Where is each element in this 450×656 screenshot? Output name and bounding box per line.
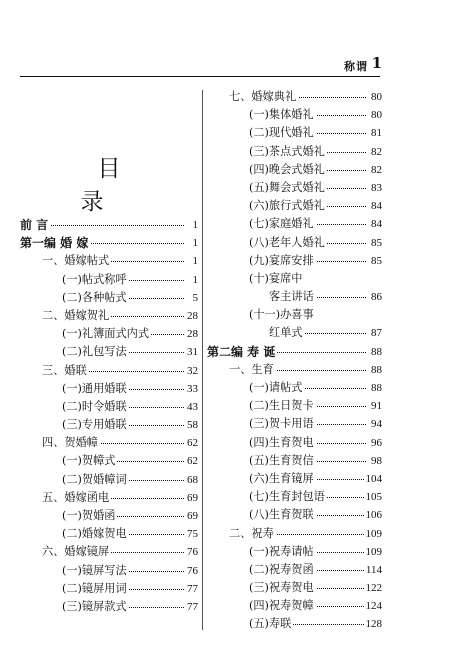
toc-entry-title: (一)祝寿请帖: [249, 543, 316, 561]
toc-entry-page: 32: [185, 362, 198, 380]
toc-entry: [20, 416, 198, 434]
toc-entry-page: 68: [185, 471, 198, 489]
toc-entry-page: 31: [185, 343, 198, 361]
toc-entry-page: 88: [369, 343, 382, 361]
toc-entry: [207, 488, 382, 506]
toc-entry: [20, 307, 198, 325]
toc-entry: [207, 197, 382, 215]
toc-entry-page: 62: [185, 434, 198, 452]
toc-entry: [20, 507, 198, 525]
toc-entry-page: 1: [191, 271, 199, 289]
toc-entry-page: 109: [364, 525, 383, 543]
toc-entry-page: 1: [191, 216, 199, 234]
toc-entry-page: 81: [369, 124, 382, 142]
toc-entry-page: 77: [185, 598, 198, 616]
toc-entry-page: 76: [185, 562, 198, 580]
toc-entry: [207, 361, 382, 379]
toc-entry: [207, 506, 382, 524]
toc-entry: [20, 325, 198, 343]
toc-entry: [20, 398, 198, 416]
toc-entry: [20, 452, 198, 470]
toc-entry-title: (三)祝寿贺电: [249, 579, 316, 597]
toc-entry-title: (一)请帖式: [249, 379, 304, 397]
toc-entry-page: 77: [185, 580, 198, 598]
toc-entry-title: 一、婚嫁帖式: [42, 252, 111, 270]
toc-entry: [20, 434, 198, 452]
toc-entry: [20, 271, 198, 289]
toc-entry: [207, 379, 382, 397]
toc-entry-title: (二)现代婚礼: [249, 124, 316, 142]
header-rule: [20, 76, 380, 77]
toc-entry: [20, 362, 198, 380]
toc-entry: [207, 561, 382, 579]
toc-entry-page: 104: [364, 470, 383, 488]
toc-entry-page: 84: [369, 197, 382, 215]
toc-entry-page: 114: [364, 561, 382, 579]
toc-entry: [20, 234, 198, 252]
toc-entry-title: (二)镜屏用词: [62, 580, 129, 598]
toc-entry-page: 128: [364, 615, 383, 633]
toc-entry-title: (十一)办喜事: [249, 306, 316, 324]
toc-entry-page: 91: [369, 397, 382, 415]
toc-entry-page: 76: [185, 543, 198, 561]
toc-entry-page: 88: [369, 379, 382, 397]
toc-entry-title: (一)镜屏写法: [62, 562, 129, 580]
toc-entry-title: (一)贺婚函: [62, 507, 117, 525]
toc-entry: [207, 543, 382, 561]
toc-entry: [20, 216, 198, 234]
toc-entry-title: 六、婚嫁镜屏: [42, 543, 111, 561]
toc-entry: [20, 471, 198, 489]
toc-left-column: [20, 216, 198, 616]
toc-entry-title: (四)生育贺电: [249, 434, 316, 452]
toc-entry-page: 122: [364, 579, 383, 597]
toc-entry-title: (二)礼包写法: [62, 343, 129, 361]
toc-entry-page: 105: [364, 488, 383, 506]
toc-entry: [207, 597, 382, 615]
toc-entry: [207, 343, 382, 361]
toc-entry-page: 109: [364, 543, 383, 561]
toc-entry-title: 七、婚嫁典礼: [229, 88, 298, 106]
toc-entry-title: (一)礼簿面式内式: [62, 325, 151, 343]
toc-entry-title: (三)专用婚联: [62, 416, 129, 434]
toc-entry-title: (三)镜屏款式: [62, 598, 129, 616]
toc-entry-page: 1: [191, 234, 199, 252]
toc-entry: [207, 161, 382, 179]
toc-entry-title: 客主讲话: [269, 288, 316, 306]
toc-entry: [207, 579, 382, 597]
toc-entry: [207, 470, 382, 488]
toc-entry-title: (一)帖式称呼: [62, 271, 129, 289]
toc-entry: [20, 562, 198, 580]
toc-entry-title: 四、贺婚幛: [42, 434, 100, 452]
toc-entry: [20, 343, 198, 361]
toc-entry: [207, 415, 382, 433]
toc-entry-title: (五)寿联: [249, 615, 293, 633]
toc-entry: [207, 434, 382, 452]
toc-entry-page: 5: [191, 289, 199, 307]
toc-entry-page: 69: [185, 489, 198, 507]
toc-entry-title: (九)宴席安排: [249, 252, 316, 270]
toc-entry-page: 96: [369, 434, 382, 452]
toc-entry-title: (二)时令婚联: [62, 398, 129, 416]
toc-entry-page: 98: [369, 452, 382, 470]
toc-entry: [207, 106, 382, 124]
toc-entry-title: (八)生育贺联: [249, 506, 316, 524]
toc-entry: [207, 143, 382, 161]
toc-entry-title: 第一编 婚 嫁: [20, 234, 90, 252]
toc-entry-title: (二)祝寿贺函: [249, 561, 316, 579]
toc-entry-title: 第二编 寿 诞: [207, 343, 277, 361]
toc-entry: [20, 489, 198, 507]
toc-entry-title: 三、婚联: [42, 362, 89, 380]
toc-entry-title: (六)生育镜屏: [249, 470, 316, 488]
toc-entry-title: (三)贺卡用语: [249, 415, 316, 433]
page-number: 1: [371, 54, 382, 72]
toc-entry: [207, 179, 382, 197]
toc-entry-title: 红单式: [269, 324, 305, 342]
toc-entry-page: 69: [185, 507, 198, 525]
toc-entry: [207, 234, 382, 252]
toc-leader-dots: [30, 225, 184, 226]
toc-entry-page: 43: [185, 398, 198, 416]
toc-entry: [207, 452, 382, 470]
toc-right-column: [207, 88, 382, 634]
toc-entry-page: 85: [369, 234, 382, 252]
toc-entry-title: 前 言: [20, 216, 50, 234]
toc-entry-title: (八)老年人婚礼: [249, 234, 327, 252]
toc-entry-page: 58: [185, 416, 198, 434]
toc-entry-page: 1: [191, 252, 199, 270]
toc-entry-page: 86: [369, 288, 382, 306]
toc-entry: [20, 580, 198, 598]
toc-entry-title: (二)贺婚幛词: [62, 471, 129, 489]
column-divider: [202, 90, 203, 630]
toc-entry: [20, 289, 198, 307]
toc-entry: [207, 324, 382, 342]
toc-entry-page: 62: [185, 452, 198, 470]
toc-entry-title: (二)婚嫁贺电: [62, 525, 129, 543]
toc-entry: [20, 380, 198, 398]
toc-entry: [207, 288, 382, 306]
toc-entry-page: 80: [369, 88, 382, 106]
toc-entry-page: 83: [369, 179, 382, 197]
toc-entry-page: 124: [364, 597, 383, 615]
toc-entry: [20, 598, 198, 616]
running-title: 称谓: [344, 60, 368, 73]
toc-entry: [207, 124, 382, 142]
toc-entry-title: 一、生育: [229, 361, 276, 379]
toc-entry-title: (七)生育封包语: [249, 488, 327, 506]
toc-entry: [207, 525, 382, 543]
toc-entry-title: 二、婚嫁贺礼: [42, 307, 111, 325]
toc-entry: [207, 88, 382, 106]
toc-entry-title: (五)生育贺信: [249, 452, 316, 470]
toc-entry-page: 84: [369, 215, 382, 233]
toc-entry-page: 82: [369, 143, 382, 161]
toc-entry-title: (二)各种帖式: [62, 289, 129, 307]
toc-entry-title: (一)集体婚礼: [249, 106, 316, 124]
toc-entry: [207, 397, 382, 415]
toc-entry: [20, 252, 198, 270]
toc-entry-page: 106: [364, 506, 383, 524]
toc-entry: [207, 270, 382, 288]
toc-entry-page: 75: [185, 525, 198, 543]
toc-entry-title: (二)生日贺卡: [249, 397, 316, 415]
toc-entry-page: 85: [369, 252, 382, 270]
toc-entry-title: 五、婚嫁函电: [42, 489, 111, 507]
toc-entry-page: 28: [185, 307, 198, 325]
toc-entry: [20, 525, 198, 543]
toc-entry-title: (一)贺幛式: [62, 452, 117, 470]
toc-entry: [207, 252, 382, 270]
toc-entry-page: 80: [369, 106, 382, 124]
toc-entry-title: (三)茶点式婚礼: [249, 143, 327, 161]
toc-entry-title: (四)晚会式婚礼: [249, 161, 327, 179]
toc-entry-title: 二、祝寿: [229, 525, 276, 543]
toc-entry-title: (四)祝寿贺幛: [249, 597, 316, 615]
toc-entry-title: (五)舞会式婚礼: [249, 179, 327, 197]
toc-entry-title: (十)宴席中: [249, 270, 304, 288]
toc-title: 目 录: [80, 156, 155, 215]
toc-entry-page: 87: [369, 324, 382, 342]
toc-entry: [207, 215, 382, 233]
toc-entry-page: 28: [185, 325, 198, 343]
toc-entry-page: 82: [369, 161, 382, 179]
toc-entry-title: (六)旅行式婚礼: [249, 197, 327, 215]
toc-entry-title: (七)家庭婚礼: [249, 215, 316, 233]
toc-entry: [207, 615, 382, 633]
toc-entry-page: 33: [185, 380, 198, 398]
toc-entry-page: 94: [369, 415, 382, 433]
toc-entry: [20, 543, 198, 561]
toc-entry-page: 88: [369, 361, 382, 379]
toc-entry: [207, 306, 382, 324]
toc-entry-title: (一)通用婚联: [62, 380, 129, 398]
